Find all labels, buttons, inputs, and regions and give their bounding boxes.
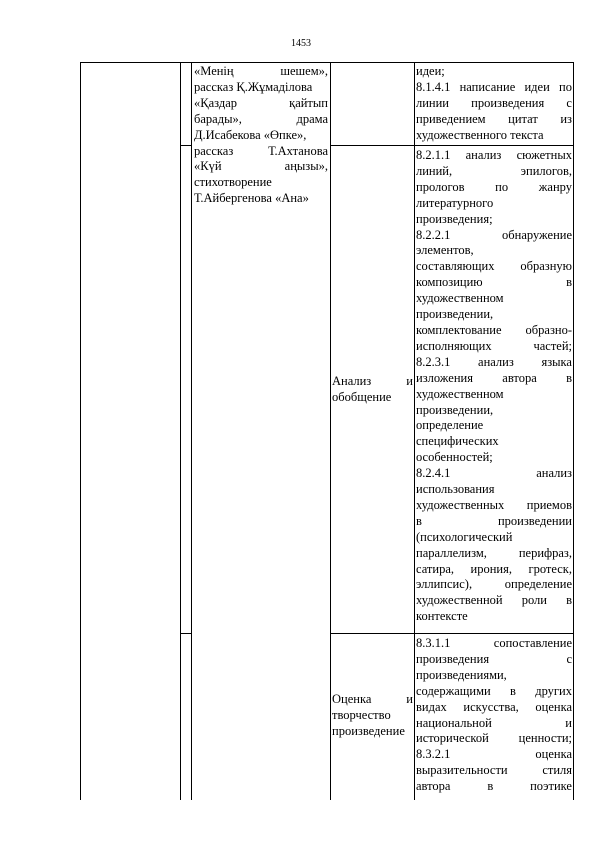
objective-line bbox=[416, 684, 572, 700]
word: 8.3.1.1 bbox=[416, 636, 451, 650]
objective-line bbox=[416, 339, 572, 355]
objective-line: художественном bbox=[416, 291, 504, 306]
objective-line: произведения; bbox=[416, 211, 493, 226]
skill-cell-row-3 bbox=[332, 692, 413, 740]
objective-line: художественного текста bbox=[416, 127, 544, 142]
word: и bbox=[565, 715, 572, 730]
word: составляющих bbox=[416, 259, 495, 274]
row-divider-1b bbox=[330, 145, 573, 146]
word: частей; bbox=[533, 338, 572, 353]
word: 8.3.2.1 bbox=[416, 747, 451, 762]
col-divider-4 bbox=[414, 62, 415, 800]
works-line: стихотворение bbox=[194, 175, 272, 190]
objective-line: контексте bbox=[416, 609, 468, 624]
works-line: Д.Исабекова «Өпке», bbox=[194, 127, 307, 142]
objective-line: произведениями, bbox=[416, 667, 507, 682]
objective-line bbox=[416, 148, 572, 164]
row-divider-2b bbox=[330, 633, 573, 634]
objective-line bbox=[416, 731, 572, 747]
word: с bbox=[566, 651, 572, 666]
word: линий, bbox=[416, 163, 453, 178]
word: анализ bbox=[478, 354, 514, 369]
word: 8.2.1.1 bbox=[416, 148, 451, 162]
objective-line bbox=[416, 514, 572, 530]
objective-line: определение bbox=[416, 418, 484, 433]
objective-line bbox=[416, 636, 572, 652]
word: линии bbox=[416, 95, 449, 110]
word: видах bbox=[416, 699, 447, 714]
word: в bbox=[487, 779, 494, 794]
objective-line bbox=[416, 164, 572, 180]
objective-line: произведении, bbox=[416, 307, 494, 322]
word: приемов bbox=[526, 497, 572, 512]
word: 8.1.4.1 bbox=[416, 79, 451, 94]
word: приведением bbox=[416, 111, 486, 126]
objective-line bbox=[416, 371, 572, 387]
word: «Қаздар bbox=[194, 95, 238, 110]
word: анализ bbox=[465, 148, 502, 162]
word: определение bbox=[504, 577, 572, 592]
objective-line bbox=[416, 228, 572, 244]
word: Анализ bbox=[332, 374, 372, 388]
works-line bbox=[194, 64, 328, 80]
word: в bbox=[566, 370, 572, 385]
word: барады», bbox=[194, 111, 242, 126]
word: прологов bbox=[416, 179, 465, 194]
objective-line bbox=[416, 80, 572, 96]
word: образно- bbox=[525, 322, 572, 337]
word: Оценка bbox=[332, 692, 372, 706]
col-divider-3 bbox=[330, 62, 331, 800]
word: и bbox=[406, 374, 413, 388]
objective-line bbox=[416, 562, 572, 578]
skill-line: произведение bbox=[332, 723, 405, 738]
word: композицию bbox=[416, 275, 483, 290]
word: анализ bbox=[536, 466, 572, 481]
works-line: рассказ Қ.Жұмаділова bbox=[194, 79, 313, 94]
objective-line: идеи; bbox=[416, 64, 445, 78]
word: с bbox=[566, 95, 572, 110]
skill-line bbox=[332, 374, 413, 390]
word: гротеск, bbox=[528, 561, 572, 576]
word: сюжетных bbox=[516, 148, 572, 162]
word: исторической bbox=[416, 731, 489, 746]
objective-line bbox=[416, 747, 572, 763]
word: 8.2.2.1 bbox=[416, 227, 451, 242]
objective-line bbox=[416, 577, 572, 593]
objective-line: использования bbox=[416, 482, 495, 497]
word: эллипсис), bbox=[416, 577, 473, 592]
objective-line bbox=[416, 275, 572, 291]
word: исполняющих bbox=[416, 338, 492, 353]
objective-line bbox=[416, 546, 572, 562]
objective-line bbox=[416, 779, 572, 795]
word: выразительности bbox=[416, 763, 508, 778]
word: автора bbox=[416, 779, 451, 794]
word: роли bbox=[521, 593, 547, 608]
word: комплектование bbox=[416, 322, 502, 337]
objective-line: произведении, bbox=[416, 402, 494, 417]
word: ценности; bbox=[518, 731, 572, 746]
skill-line bbox=[332, 692, 413, 708]
word: эпилогов, bbox=[520, 163, 572, 178]
word: написание bbox=[459, 79, 516, 94]
word: ирония, bbox=[470, 561, 512, 576]
works-line bbox=[194, 112, 328, 128]
objective-line: литературного bbox=[416, 195, 494, 210]
word: рассказ bbox=[194, 143, 234, 158]
word: других bbox=[535, 683, 572, 698]
works-line: Т.Айбергенова «Ана» bbox=[194, 191, 309, 206]
word: автора bbox=[502, 370, 537, 385]
word: содержащими bbox=[416, 683, 491, 698]
word: шешем», bbox=[280, 64, 328, 78]
skill-line: обобщение bbox=[332, 389, 392, 404]
objective-line bbox=[416, 96, 572, 112]
skill-line: творчество bbox=[332, 707, 391, 722]
word: языка bbox=[541, 354, 572, 369]
word: произведении bbox=[497, 513, 572, 528]
word: «Менің bbox=[194, 64, 234, 78]
word: драма bbox=[296, 111, 328, 126]
objective-line bbox=[416, 700, 572, 716]
word: сатира, bbox=[416, 561, 455, 576]
word: по bbox=[559, 79, 572, 94]
word: сопоставление bbox=[493, 636, 572, 650]
objective-line: особенностей; bbox=[416, 450, 493, 465]
table-right-border bbox=[573, 62, 574, 800]
objectives-cell-row-3 bbox=[416, 636, 572, 795]
row-divider-2a bbox=[180, 633, 192, 634]
word: произведения bbox=[471, 95, 545, 110]
objective-line bbox=[416, 180, 572, 196]
word: художественных bbox=[416, 497, 505, 512]
objective-line bbox=[416, 593, 572, 609]
col-divider-2 bbox=[191, 62, 192, 800]
word: оценка bbox=[535, 747, 572, 762]
works-line bbox=[194, 96, 328, 112]
word: стиля bbox=[542, 763, 572, 778]
word: изложения bbox=[416, 370, 473, 385]
word: произведения bbox=[416, 651, 490, 666]
word: и bbox=[406, 692, 413, 706]
word: национальной bbox=[416, 715, 492, 730]
word: идеи bbox=[524, 79, 550, 94]
objective-line bbox=[416, 323, 572, 339]
word: из bbox=[560, 111, 572, 126]
word: в bbox=[566, 275, 572, 290]
row-divider-1a bbox=[180, 145, 192, 146]
objective-line bbox=[416, 716, 572, 732]
word: цитат bbox=[508, 111, 538, 126]
objective-line bbox=[416, 498, 572, 514]
page-number: 1453 bbox=[291, 38, 311, 49]
word: перифраз, bbox=[518, 545, 572, 560]
word: образную bbox=[520, 259, 572, 274]
word: в bbox=[510, 683, 516, 698]
word: художественной bbox=[416, 593, 503, 608]
word: жанру bbox=[538, 179, 572, 194]
objective-line bbox=[416, 355, 572, 371]
word: параллелизм, bbox=[416, 545, 487, 560]
table-top-border bbox=[80, 62, 573, 63]
objective-line bbox=[416, 112, 572, 128]
word: қайтып bbox=[289, 95, 328, 110]
objective-line: (психологический bbox=[416, 529, 513, 544]
word: 8.2.3.1 bbox=[416, 354, 451, 369]
word: Т.Ахтанова bbox=[268, 143, 328, 158]
works-line bbox=[194, 144, 328, 160]
word: оценка bbox=[535, 699, 572, 714]
word: обнаружение bbox=[502, 227, 572, 242]
objective-line: художественном bbox=[416, 386, 504, 401]
skill-cell-row-2 bbox=[332, 374, 413, 406]
objective-line bbox=[416, 466, 572, 482]
objective-line bbox=[416, 259, 572, 275]
word: в bbox=[566, 593, 572, 608]
word: в bbox=[416, 513, 422, 528]
objectives-cell-row-1 bbox=[416, 64, 572, 144]
objective-line: специфических bbox=[416, 434, 499, 449]
works-line bbox=[194, 159, 328, 175]
objective-line: элементов, bbox=[416, 243, 474, 258]
word: аңызы», bbox=[284, 159, 328, 174]
objectives-cell-row-2 bbox=[416, 148, 572, 625]
word: «Күй bbox=[194, 159, 222, 174]
objective-line bbox=[416, 763, 572, 779]
word: 8.2.4.1 bbox=[416, 466, 451, 481]
word: по bbox=[495, 179, 509, 194]
works-cell bbox=[194, 64, 328, 207]
word: искусства, bbox=[463, 699, 519, 714]
col-divider-1 bbox=[180, 62, 181, 800]
objective-line bbox=[416, 652, 572, 668]
word: поэтике bbox=[530, 779, 572, 794]
table-left-border bbox=[80, 62, 81, 800]
